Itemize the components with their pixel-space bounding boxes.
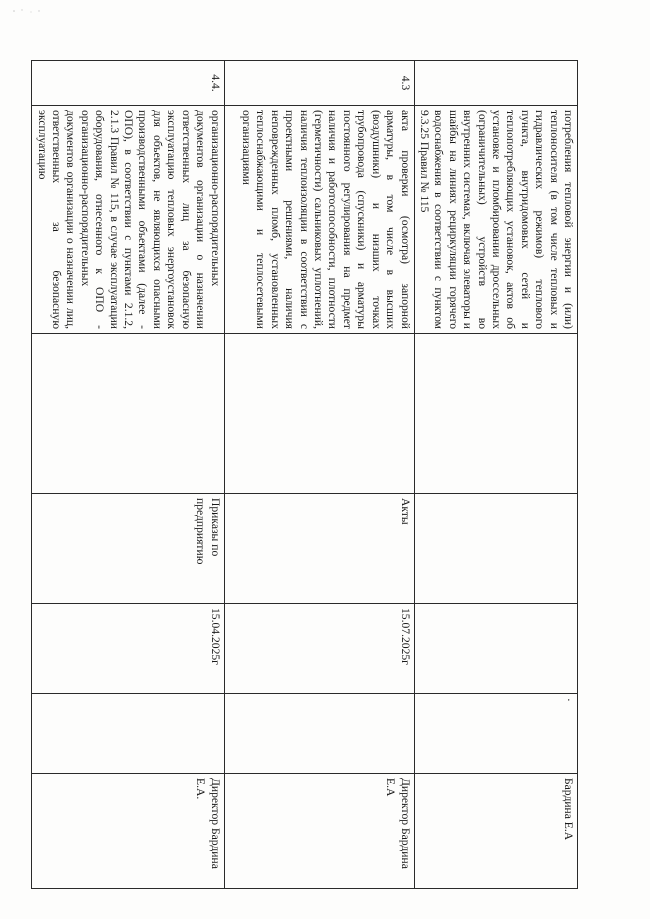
blank-cell xyxy=(224,334,414,494)
row-number: 4.3 xyxy=(224,61,414,106)
blank-cell xyxy=(32,334,224,494)
document-date: 15.04.2025г xyxy=(32,604,224,694)
row-number xyxy=(414,61,577,106)
requirement-text: организационно-распорядительных документов организации о назначении ответственных лиц за безопасную эксплуатацию тепловых энергоустановок для объектов, не являющихся опасными производственными объектами (далее - ОПО), в соответствии с пунктами 2.1.2, 2.1.3 Правил № 115, в случае эксплуатации оборудования, отнесенного к ОПО - организационно-распорядительных документов организации о назначении лиц, ответственных за безопасную эксплуатацию xyxy=(32,106,224,334)
table-row xyxy=(32,61,224,889)
table-row xyxy=(224,61,414,889)
document-type: Приказы по предприятию xyxy=(32,494,224,604)
requirement-text: акта проверки (осмотра) запорной арматуры, в том числе в высших (воздушники) и низших точках трубопровода (спускники) и арматуры постоянного регулирования на предмет наличия и работоспособности, плотности (герметичности) сальниковых уплотнений, наличия теплоизоляции в соответствии с проектными решениями, наличия неповрежденных пломб, установленных теплоснабжающими и теплосетевыми организациями xyxy=(224,106,414,334)
inspection-table xyxy=(31,60,578,889)
responsible-person: Директор Бардина Е.А. xyxy=(32,774,224,889)
document-date xyxy=(414,604,577,694)
table-row xyxy=(414,61,577,889)
responsible-person: Бардина Е.А xyxy=(414,774,577,889)
requirement-text: потребления тепловой энергии и (или) теплоносителя (в том числе тепловых и гидравлических режимов) теплового пункта, внутридомовых сетей и теплопотребляющих установок, актов об установке и пломбировании дроссельных (ограничительных) устройств во внутренних системах, включая элеваторы и шайбы на линиях рециркуляции горячего водоснабжения в соответствии с пунктом 9.3.25 Правил № 115 xyxy=(414,106,577,334)
mark-cell xyxy=(224,694,414,774)
blank-cell xyxy=(414,334,577,494)
mark-cell: · xyxy=(414,694,577,774)
row-number: 4.4. xyxy=(32,61,224,106)
document-type: Акты xyxy=(224,494,414,604)
mark-cell xyxy=(32,694,224,774)
document-date: 15.07.2025г xyxy=(224,604,414,694)
document-type xyxy=(414,494,577,604)
responsible-person: Директор Бардина Е.А xyxy=(224,774,414,889)
